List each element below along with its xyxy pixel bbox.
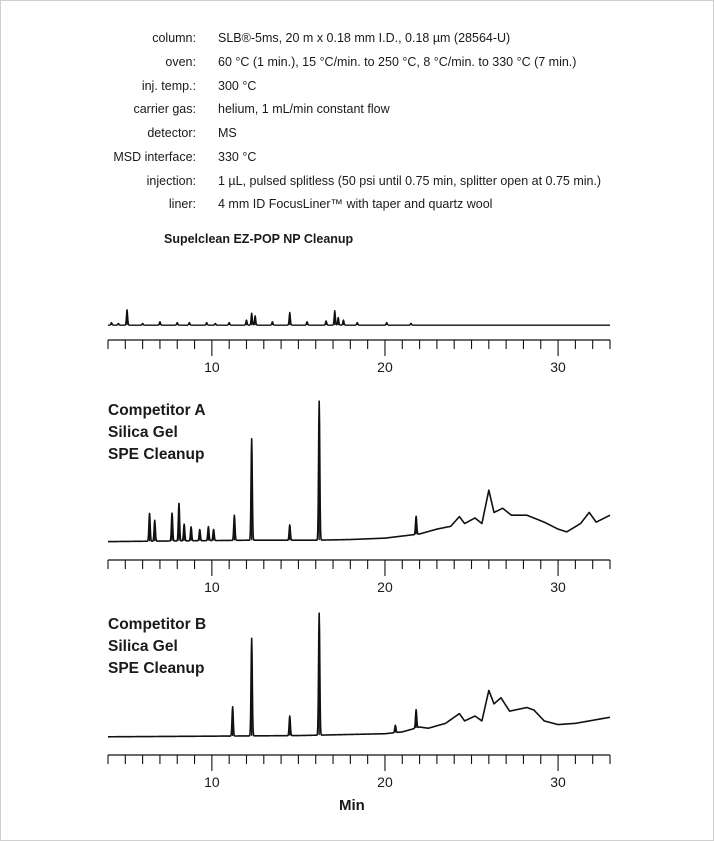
- x-tick-label: 30: [550, 579, 566, 595]
- condition-label: carrier gas:: [133, 102, 196, 116]
- x-axis-label: Min: [339, 797, 365, 814]
- panel-label-line: Silica Gel: [108, 638, 178, 655]
- x-tick-label: 10: [204, 774, 220, 790]
- condition-label: MSD interface:: [113, 150, 196, 164]
- condition-label: injection:: [146, 174, 196, 188]
- condition-value: MS: [218, 126, 237, 140]
- panel-label-line: SPE Cleanup: [108, 660, 205, 677]
- chromatogram-title: Supelclean EZ-POP NP Cleanup: [164, 232, 354, 246]
- x-tick-label: 30: [550, 774, 566, 790]
- condition-label: inj. temp.:: [141, 79, 196, 93]
- x-tick-label: 10: [204, 359, 220, 375]
- condition-value: 300 °C: [218, 79, 257, 93]
- panel-label-line: Competitor A: [108, 402, 206, 419]
- condition-value: 4 mm ID FocusLiner™ with taper and quartz wool: [218, 197, 493, 211]
- condition-label: liner:: [168, 197, 196, 211]
- condition-label: detector:: [147, 126, 196, 140]
- panel-label-line: Competitor B: [108, 616, 207, 633]
- panel-label-line: Silica Gel: [108, 424, 178, 441]
- condition-value: 330 °C: [218, 150, 257, 164]
- chromatogram-trace: [108, 310, 610, 325]
- x-tick-label: 10: [204, 579, 220, 595]
- x-tick-label: 30: [550, 359, 566, 375]
- condition-value: SLB®-5ms, 20 m x 0.18 mm I.D., 0.18 µm (28564-U): [218, 31, 511, 45]
- panel-label-line: SPE Cleanup: [108, 446, 205, 463]
- condition-value: helium, 1 mL/min constant flow: [218, 102, 390, 116]
- condition-value: 1 µL, pulsed splitless (50 psi until 0.75 min, splitter open at 0.75 min.): [218, 174, 602, 188]
- chromatogram-trace: [108, 613, 610, 737]
- condition-value: 60 °C (1 min.), 15 °C/min. to 250 °C, 8 °C/min. to 330 °C (7 min.): [218, 55, 577, 69]
- condition-label: oven:: [165, 55, 196, 69]
- x-tick-label: 20: [377, 579, 393, 595]
- chromatogram-trace: [108, 401, 610, 541]
- condition-label: column:: [152, 31, 196, 45]
- x-tick-label: 20: [377, 359, 393, 375]
- x-tick-label: 20: [377, 774, 393, 790]
